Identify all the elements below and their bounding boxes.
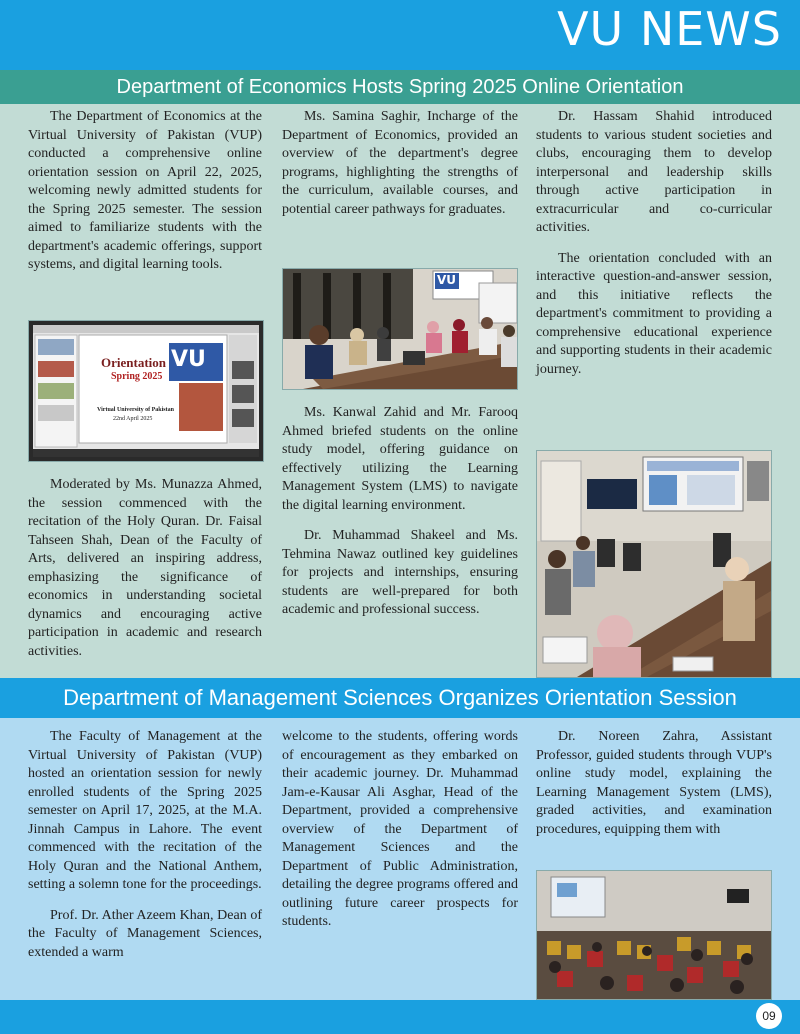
article2-paragraph: The Faculty of Management at the Virtual University of Pakistan (VUP) hosted an orientation session for newly enrolled students of the Spring 2025 semester on April 17, 2025, at the M.A. Jinnah Campus in Lahore. The event commenced with the recitation of the Holy Quran and the National Anthem, setting a solemn tone for the proceedings. (28, 729, 262, 892)
slide-title: Orientation (101, 355, 166, 370)
article2-paragraph: Dr. Noreen Zahra, Assistant Professor, guided students through VUP's online study model, explaining the Learning Management System (LMS), graded activities, and examination procedures, equipping them with (536, 729, 772, 837)
article1-photo-slide (28, 320, 264, 462)
article1-paragraph: The Department of Economics at the Virtual University of Pakistan (VUP) conducted a comprehensive online orientation session on April 22, 2025, welcoming newly admitted students for the Spring 2025 semester. The session aimed to familiarize students with the department's academic offerings, support systems, and digital learning tools. (28, 109, 262, 272)
footer-bar (0, 1000, 800, 1034)
article1-column-2 (282, 108, 518, 231)
article2-column-1 (28, 728, 262, 974)
article1-column-1 (28, 108, 262, 287)
article1-column-2b (282, 404, 518, 632)
page-number: 09 (756, 1003, 782, 1029)
article2-column-2 (282, 728, 518, 944)
article1-title: Department of Economics Hosts Spring 2025 Online Orientation (0, 70, 800, 104)
article1-paragraph: Dr. Muhammad Shakeel and Ms. Tehmina Nawaz outlined key guidelines for projects and internships, ensuring students are well-prepared for both academic and professional success. (282, 528, 518, 617)
slide-date: 22nd April 2025 (113, 416, 153, 422)
article2-photo-auditorium (536, 870, 772, 1000)
wall-logo: VU (437, 273, 457, 287)
slide-logo: VU (171, 347, 206, 372)
slide-org: Virtual University of Pakistan (97, 407, 174, 413)
article2-paragraph: Prof. Dr. Ather Azeem Khan, Dean of the Faculty of Management Sciences, extended a warm (28, 907, 262, 960)
slide-subtitle: Spring 2025 (111, 371, 163, 382)
article2-paragraph: welcome to the students, offering words of encouragement as they embarked on their academic journey. Dr. Muhammad Jam-e-Kausar Ali Asghar, Head of the Department, provided a comprehensive overview of the Department of Management Sciences and the Department of Public Administration, detailing the degree programs offered and outlining future career prospects for students. (282, 729, 518, 929)
article1-paragraph: Dr. Hassam Shahid introduced students to various student societies and clubs, encouraging them to develop interpersonal and leadership skills through active participation in extracurricular and co-curricular activities. (536, 109, 772, 235)
article1-paragraph: Moderated by Ms. Munazza Ahmed, the session commenced with the recitation of the Holy Quran. Dr. Faisal Tahseen Shah, Dean of the Faculty of Arts, delivered an inspiring address, emphasizing the significance of economics in understanding societal dynamics and encouraging active participation in academic and research activities. (28, 477, 262, 659)
article1-photo-room (536, 450, 772, 678)
article2-title: Department of Management Sciences Organizes Orientation Session (0, 678, 800, 718)
masthead-title: VU NEWS (557, 2, 782, 56)
article1-paragraph: Ms. Kanwal Zahid and Mr. Farooq Ahmed briefed students on the online study model, offering guidance on effectively utilizing the Learning Management System (LMS) to navigate the digital learning environment. (282, 405, 518, 513)
article2-column-3 (536, 728, 772, 851)
article1-paragraph: Ms. Samina Saghir, Incharge of the Department of Economics, provided an overview of the department's degree programs, highlighting the strengths of the curriculum, available courses, and potential career pathways for graduates. (282, 109, 518, 217)
article1-column-3 (536, 108, 772, 391)
article1-photo-meeting (282, 268, 518, 390)
article1-column-1b (28, 476, 262, 673)
article1-paragraph: The orientation concluded with an interactive question-and-answer session, and this initiative reflects the department's commitment to providing a comprehensive educational experience and supporting students in their academic journey. (536, 250, 772, 377)
